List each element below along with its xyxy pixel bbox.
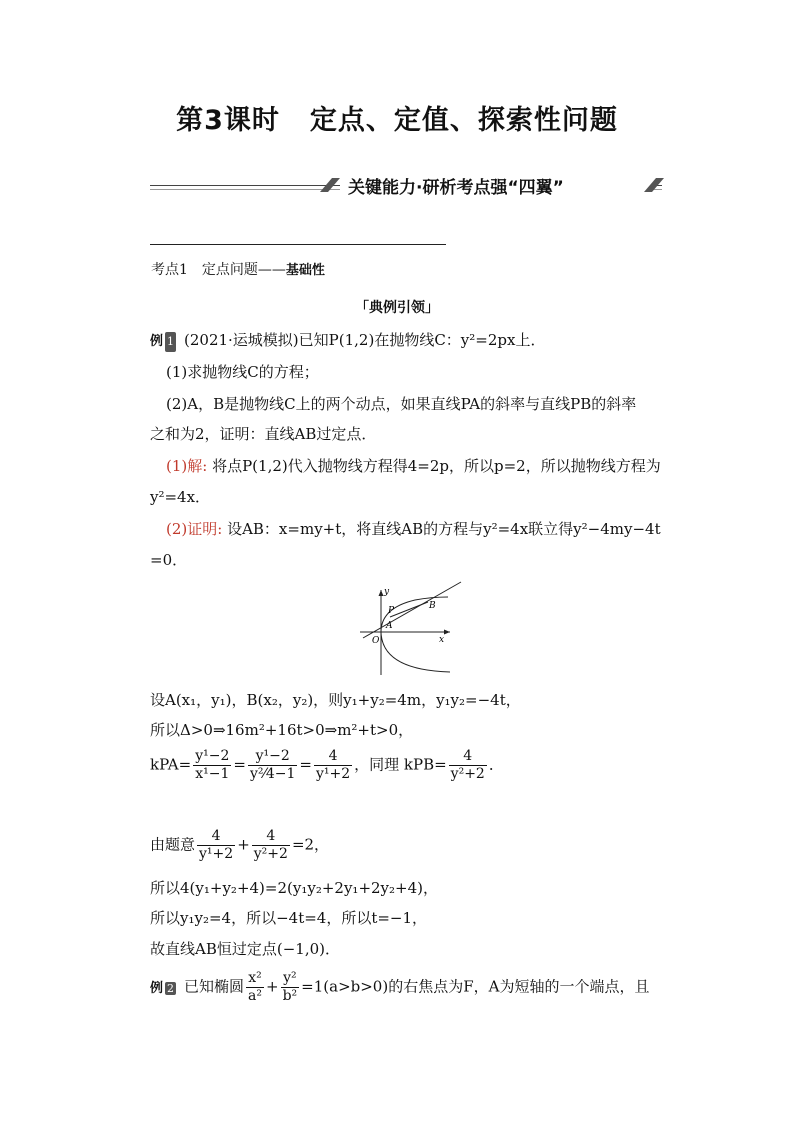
fraction-1-den: x¹−1 (195, 766, 230, 782)
solution2-label: (2)证明: (166, 520, 223, 538)
kpb-text: ，同理 kPB= (354, 755, 447, 774)
y-axis-label: y (384, 587, 390, 597)
fraction-4-num: 4 (449, 748, 487, 766)
condition-suffix: =2， (291, 835, 330, 854)
fraction-3-den: y¹+2 (315, 766, 351, 782)
solution1-text: 将点P(1,2)代入抛物线方程得4=2p，所以p=2，所以抛物线方程为 (207, 457, 661, 475)
example2-pre: 已知椭圆 (184, 977, 245, 996)
fraction-6 (252, 828, 290, 863)
fraction-1 (193, 748, 231, 783)
solution2-line1 (166, 519, 661, 539)
derivation-line5: 所以4(y₁+y₂+4)=2(y₁y₂+2y₁+2y₂+4)， (150, 879, 439, 897)
fraction-y-num: y² (281, 970, 300, 988)
y-axis-arrow-icon (379, 590, 384, 596)
solution1-line2: y²=4x． (150, 488, 211, 506)
example2-plus: + (266, 977, 279, 996)
solution2-line2: =0． (150, 551, 188, 569)
section-banner (150, 172, 662, 198)
section-rule (150, 244, 446, 245)
example2-tag: 例 (150, 980, 164, 996)
condition-plus: + (237, 835, 250, 854)
slope-period: ． (488, 755, 504, 774)
fraction-1-num: y¹−2 (195, 748, 230, 764)
derivation-line2: 所以Δ>0⇒16m²+16t>0⇒m²+t>0， (150, 721, 414, 739)
fraction-y-den: b² (282, 988, 298, 1004)
fraction-2-num: y¹−2 (248, 748, 297, 766)
example-number-badge: 1 (165, 332, 176, 352)
derivation-conclusion: 故直线AB恒过定点(−1,0)． (150, 940, 340, 958)
solution1-label: (1)解: (166, 457, 208, 475)
fraction-x (246, 970, 264, 1005)
point-b-label: B (429, 601, 436, 611)
condition-prefix: 由题意 (150, 835, 196, 854)
fraction-6-den: y²+2 (253, 846, 288, 862)
lesson-number: 第3课时 (176, 105, 280, 136)
example1-q2-line2: 之和为2，证明：直线AB过定点． (150, 425, 377, 443)
example1-stem-text: (2021·运城模拟)已知P(1,2)在抛物线C：y²=2px上． (184, 331, 546, 349)
condition-line (150, 828, 329, 863)
section-title-text: 考点1 定点问题—— (151, 262, 286, 278)
section-title (151, 259, 325, 279)
example-tag: 例 (150, 334, 164, 349)
fraction-5-num: 4 (197, 828, 235, 846)
x-axis-arrow-icon (444, 630, 450, 635)
fraction-x-den: a² (248, 988, 262, 1004)
fraction-2-den: y²⁄4−1 (249, 766, 296, 782)
example2-number-badge: 2 (167, 981, 175, 995)
fraction-x-num: x² (246, 970, 264, 988)
example2-post: =1(a>b>0)的右焦点为F，A为短轴的一个端点，且 (301, 977, 650, 996)
fraction-4 (449, 748, 487, 783)
derivation-line6: 所以y₁y₂=4，所以−4t=4，所以t=−1， (150, 909, 428, 927)
origin-label: O (372, 636, 380, 646)
page-title (0, 98, 794, 137)
point-a-label: A (386, 621, 393, 631)
derivation-line1: 设A(x₁，y₁)，B(x₂，y₂)，则y₁+y₂=4m，y₁y₂=−4t， (150, 691, 521, 709)
parabola-figure (355, 580, 465, 680)
fraction-y (281, 970, 300, 1005)
x-axis-label: x (439, 635, 445, 645)
fraction-5 (197, 828, 235, 863)
fraction-3-num: 4 (314, 748, 352, 766)
fraction-3 (314, 748, 352, 783)
banner-left-chevron-icon (318, 172, 340, 198)
example1-q1: (1)求抛物线C的方程； (166, 363, 319, 381)
banner-text: 关键能力·研析考点强“四翼” (348, 178, 564, 198)
fraction-6-num: 4 (252, 828, 290, 846)
example1-stem (150, 330, 545, 352)
slope-pa-line: kPA= $\frac{\text{y¹−2}}{\text{x¹−1}}$ = $\frac{\text{y¹−2}}{\text{y²⁄4−1}}$ = $\frac{4}{\text{y¹+2}}$ ，同理 kPB= $\frac{4}{\text{y²+2}}$ ． (150, 748, 504, 782)
point-p-label: P (388, 606, 395, 616)
example2-stem (150, 970, 649, 1005)
section-subhead: 「典例引领」 (355, 300, 439, 316)
line-ab (363, 582, 461, 638)
lesson-topic: 定点、定值、探索性问题 (309, 105, 618, 136)
solution1-line1 (166, 456, 661, 476)
example1-q2-line1: (2)A，B是抛物线C上的两个动点，如果直线PA的斜率与直线PB的斜率 (166, 395, 637, 413)
banner-right-chevron-icon (644, 172, 666, 198)
section-tag: 基础性 (285, 263, 325, 278)
fraction-5-den: y¹+2 (199, 846, 234, 862)
segment-pb (390, 602, 428, 617)
fraction-4-den: y²+2 (450, 766, 485, 782)
fraction-2 (248, 748, 297, 783)
kpa-lhs: kPA= (150, 755, 192, 774)
solution2-text: 设AB：x=my+t，将直线AB的方程与y²=4x联立得y²−4my−4t (222, 520, 661, 538)
